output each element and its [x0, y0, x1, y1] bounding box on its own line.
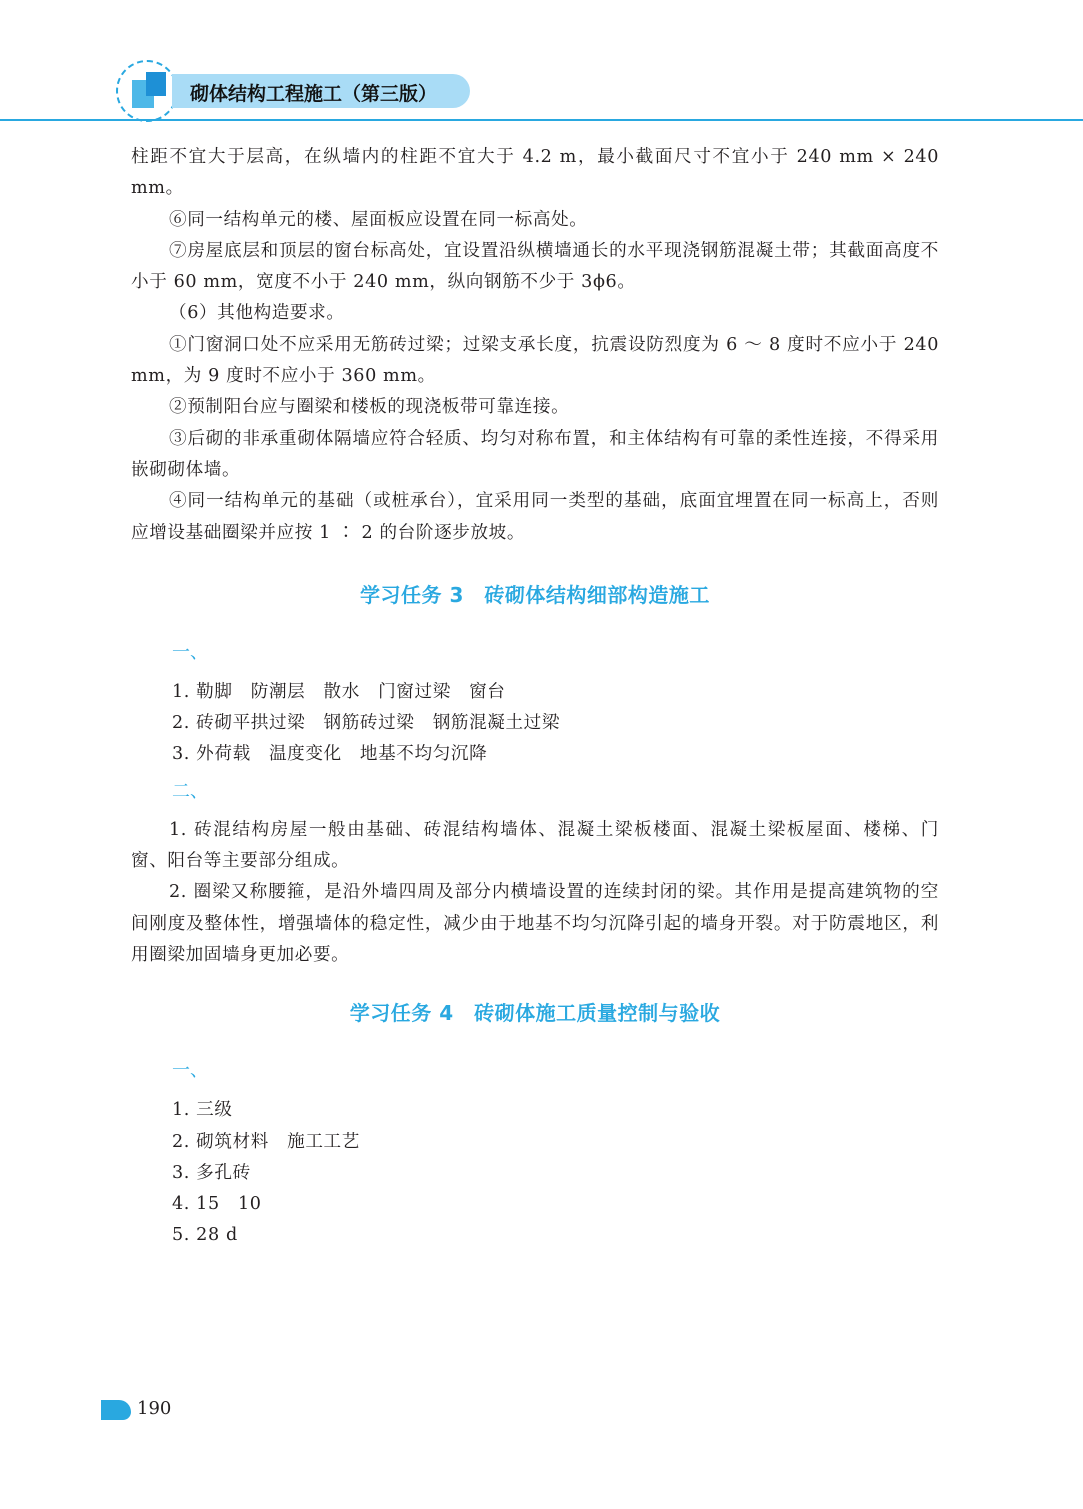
book-title: 砌体结构工程施工（第三版）: [190, 83, 438, 105]
paragraph: ②预制阳台应与圈梁和楼板的现浇板带可靠连接。: [169, 397, 570, 418]
answer-item: 4. 15 10: [172, 1194, 262, 1215]
book-logo-icon-overlay: [146, 72, 166, 96]
paragraph: （6）其他构造要求。: [169, 303, 345, 324]
subsection-label: 一、: [172, 1060, 208, 1082]
answer-item: 3. 多孔砖: [172, 1162, 251, 1183]
answer-item: 5. 28 d: [172, 1225, 238, 1246]
answer-item: 3. 外荷载 温度变化 地基不均匀沉降: [172, 744, 488, 765]
paragraph: ⑦房屋底层和顶层的窗台标高处，宜设置沿纵横墙通长的水平现浇钢筋混凝土带；其截面高度不小于 60 mm，宽度不小于 240 mm，纵向钢筋不少于 3ϕ6。: [131, 240, 939, 293]
paragraph: 柱距不宜大于层高，在纵墙内的柱距不宜大于 4.2 m，最小截面尺寸不宜小于 240 mm × 240 mm。: [131, 147, 939, 199]
answer-item: 2. 砖砌平拱过梁 钢筋砖过梁 钢筋混凝土过梁: [172, 713, 561, 734]
paragraph: ①门窗洞口处不应采用无筋砖过梁；过梁支承长度，抗震设防烈度为 6 ～ 8 度时不应小于 240 mm，为 9 度时不应小于 360 mm。: [131, 334, 939, 387]
subsection-label: 二、: [172, 780, 208, 802]
section-title-task4: 学习任务 4 砖砌体施工质量控制与验收: [349, 1001, 721, 1026]
paragraph: ④同一结构单元的基础（或桩承台），宜采用同一类型的基础，底面宜埋置在同一标高上，否则应增设基础圈梁并应按 1 ∶ 2 的台阶逐步放坡。: [131, 491, 939, 543]
paragraph: 2. 圈梁又称腰箍，是沿外墙四周及部分内横墙设置的连续封闭的梁。其作用是提高建筑物的空间刚度及整体性，增强墙体的稳定性，减少由于地基不均匀沉降引起的墙身开裂。对于防震地区，利用圈梁加固墙身更加必要。: [131, 882, 939, 965]
page-header: [0, 0, 1083, 130]
paragraph: ⑥同一结构单元的楼、屋面板应设置在同一标高处。: [169, 209, 588, 230]
answer-item: 2. 砌筑材料 施工工艺: [172, 1131, 360, 1152]
page-content: [131, 142, 939, 1252]
page-number: 190: [137, 1398, 172, 1419]
header-divider: [0, 119, 1083, 121]
subsection-label: 一、: [172, 641, 208, 663]
page-corner-icon: [101, 1400, 131, 1420]
answer-item: 1. 勒脚 防潮层 散水 门窗过梁 窗台: [172, 681, 506, 702]
answer-item: 1. 三级: [172, 1100, 233, 1121]
paragraph: ③后砌的非承重砌体隔墙应符合轻质、均匀对称布置，和主体结构有可靠的柔性连接，不得采用嵌砌砌体墙。: [131, 428, 939, 480]
section-title-task3: 学习任务 3 砖砌体结构细部构造施工: [360, 582, 710, 607]
paragraph: 1. 砖混结构房屋一般由基础、砖混结构墙体、混凝土梁板楼面、混凝土梁板屋面、楼梯、门窗、阳台等主要部分组成。: [131, 819, 939, 872]
